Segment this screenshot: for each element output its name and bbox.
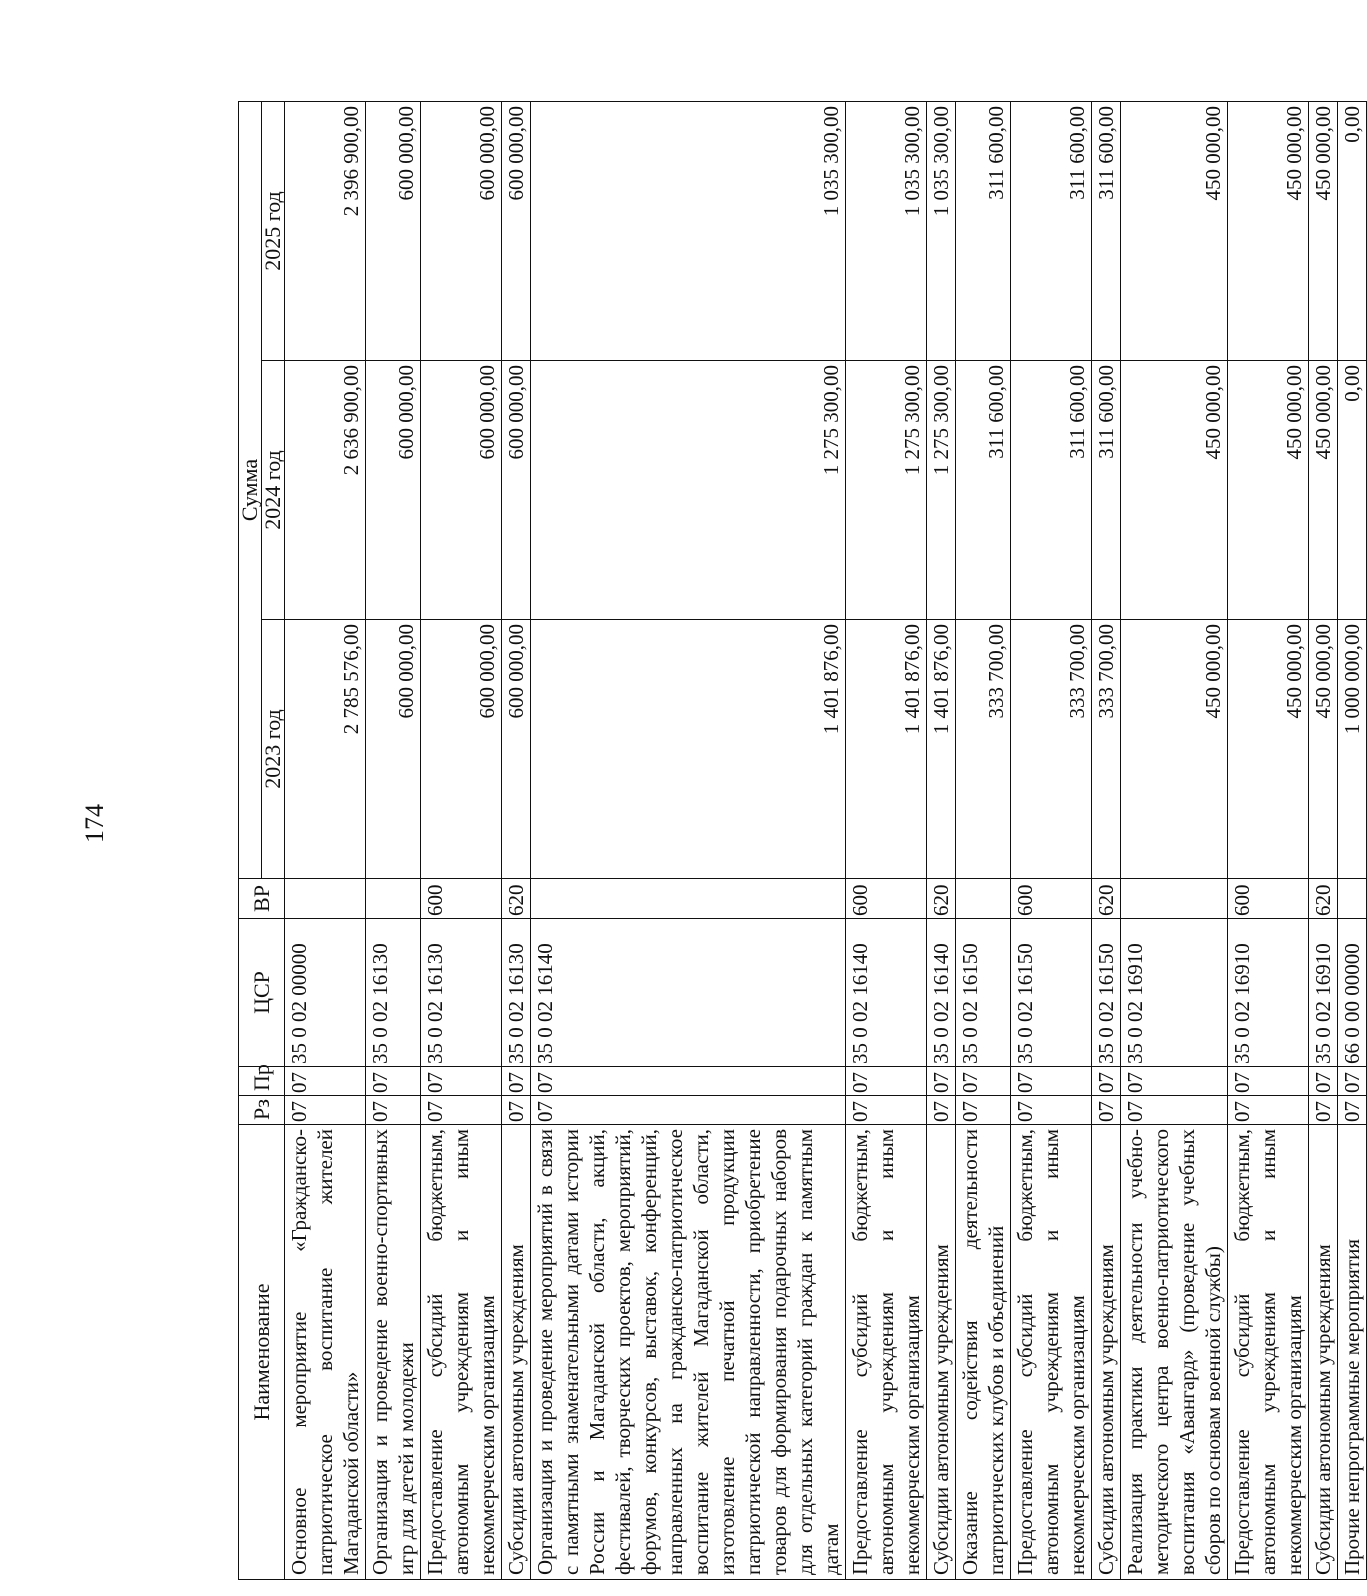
row-name: Субсидии автономным учреждениям [1092, 1125, 1121, 1580]
row-name: Организация и проведение мероприятий в связи с памятными знаменательными датами истории России и Магаданской области, акций, фестивалей, творческих проектов, мероприятий, форумов, конкурсов, выставок, конференций, направленных на гражданско-патриотическое воспитание жителей Магаданской области, изготовление печатной продукции патриотической направленности, приобретение товаров для формирования подарочных наборов для отдельных категорий граждан к памятным датам [531, 1125, 846, 1580]
row-2025: 2 396 900,00 [285, 102, 366, 361]
row-vr: 600 [421, 879, 502, 919]
row-pr: 07 [956, 1067, 1011, 1096]
table-row [1338, 102, 1367, 1580]
row-2025: 600 000,00 [366, 102, 421, 361]
row-2024: 450 000,00 [1228, 361, 1309, 620]
row-2023: 600 000,00 [366, 620, 421, 879]
row-2025: 311 600,00 [1092, 102, 1121, 361]
row-name: Субсидии автономным учреждениям [927, 1125, 956, 1580]
row-pr: 07 [1121, 1067, 1228, 1096]
row-rz: 07 [1309, 1096, 1338, 1125]
row-vr [1121, 879, 1228, 919]
row-name: Оказание содействия деятельности патриотических клубов и объединений [956, 1125, 1011, 1580]
row-csr: 35 0 02 16150 [1011, 919, 1092, 1067]
row-vr [531, 879, 846, 919]
row-2023: 600 000,00 [421, 620, 502, 879]
row-2023: 450 000,00 [1121, 620, 1228, 879]
table-row [285, 102, 366, 1580]
row-pr: 07 [421, 1067, 502, 1096]
row-pr: 07 [1338, 1067, 1367, 1096]
row-csr: 35 0 02 16130 [421, 919, 502, 1067]
row-csr: 66 0 00 00000 [1338, 919, 1367, 1067]
row-vr [366, 879, 421, 919]
table-row [502, 102, 531, 1580]
row-name: Предоставление субсидий бюджетным, автономным учреждениям и иным некоммерческим организациям [1228, 1125, 1309, 1580]
row-2023: 450 000,00 [1228, 620, 1309, 879]
row-rz: 07 [366, 1096, 421, 1125]
row-name: Субсидии автономным учреждениям [502, 1125, 531, 1580]
row-pr: 07 [927, 1067, 956, 1096]
row-2023: 333 700,00 [1092, 620, 1121, 879]
row-2025: 1 035 300,00 [531, 102, 846, 361]
row-csr: 35 0 02 16910 [1228, 919, 1309, 1067]
row-2024: 600 000,00 [421, 361, 502, 620]
row-csr: 35 0 02 16150 [1092, 919, 1121, 1067]
row-pr: 07 [502, 1067, 531, 1096]
header-2023: 2023 год [262, 620, 285, 879]
row-2023: 333 700,00 [1011, 620, 1092, 879]
row-2025: 0,00 [1338, 102, 1367, 361]
row-2024: 450 000,00 [1121, 361, 1228, 620]
row-name: Реализация практики деятельности учебно-методического центра военно-патриотического воспитания «Авангард» (проведение учебных сборов по основам военной службы) [1121, 1125, 1228, 1580]
table-row [927, 102, 956, 1580]
row-2023: 1 000 000,00 [1338, 620, 1367, 879]
row-csr: 35 0 02 16140 [531, 919, 846, 1067]
row-2024: 311 600,00 [956, 361, 1011, 620]
row-name: Основное мероприятие «Гражданско-патриотическое воспитание жителей Магаданской области» [285, 1125, 366, 1580]
row-name: Субсидии автономным учреждениям [1309, 1125, 1338, 1580]
row-2025: 600 000,00 [421, 102, 502, 361]
row-2023: 333 700,00 [956, 620, 1011, 879]
row-csr: 35 0 02 16910 [1309, 919, 1338, 1067]
row-name: Организация и проведение военно-спортивных игр для детей и молодежи [366, 1125, 421, 1580]
row-rz: 07 [502, 1096, 531, 1125]
row-pr: 07 [531, 1067, 846, 1096]
row-rz: 07 [927, 1096, 956, 1125]
row-csr: 35 0 02 16150 [956, 919, 1011, 1067]
row-2024: 311 600,00 [1092, 361, 1121, 620]
table-body [285, 102, 1367, 1580]
row-2024: 600 000,00 [366, 361, 421, 620]
table-row [956, 102, 1011, 1580]
row-vr [285, 879, 366, 919]
row-vr: 620 [927, 879, 956, 919]
row-2025: 311 600,00 [1011, 102, 1092, 361]
table-row [1309, 102, 1338, 1580]
row-csr: 35 0 02 16130 [366, 919, 421, 1067]
row-vr: 600 [846, 879, 927, 919]
header-rz: Рз [239, 1096, 285, 1125]
row-2025: 311 600,00 [956, 102, 1011, 361]
header-vr: ВР [239, 879, 285, 919]
row-2024: 1 275 300,00 [846, 361, 927, 620]
header-2024: 2024 год [262, 361, 285, 620]
row-rz: 07 [1011, 1096, 1092, 1125]
row-2023: 1 401 876,00 [927, 620, 956, 879]
table-row [421, 102, 502, 1580]
row-2023: 1 401 876,00 [531, 620, 846, 879]
row-2025: 1 035 300,00 [927, 102, 956, 361]
row-2024: 2 636 900,00 [285, 361, 366, 620]
row-2025: 450 000,00 [1121, 102, 1228, 361]
row-2025: 600 000,00 [502, 102, 531, 361]
row-csr: 35 0 02 16140 [927, 919, 956, 1067]
row-rz: 07 [1228, 1096, 1309, 1125]
row-csr: 35 0 02 16130 [502, 919, 531, 1067]
row-vr [1338, 879, 1367, 919]
header-name: Наименование [239, 1125, 285, 1580]
table-row [366, 102, 421, 1580]
row-csr: 35 0 02 00000 [285, 919, 366, 1067]
row-2023: 450 000,00 [1309, 620, 1338, 879]
row-rz: 07 [531, 1096, 846, 1125]
row-2024: 600 000,00 [502, 361, 531, 620]
row-pr: 07 [366, 1067, 421, 1096]
row-csr: 35 0 02 16910 [1121, 919, 1228, 1067]
row-2025: 450 000,00 [1309, 102, 1338, 361]
row-name: Предоставление субсидий бюджетным, автономным учреждениям и иным некоммерческим организациям [1011, 1125, 1092, 1580]
row-2024: 1 275 300,00 [927, 361, 956, 620]
row-vr: 620 [1092, 879, 1121, 919]
row-vr: 600 [1228, 879, 1309, 919]
rotated-table-container [237, 102, 1364, 1580]
row-rz: 07 [1338, 1096, 1367, 1125]
header-row-1 [239, 102, 262, 1580]
row-csr: 35 0 02 16140 [846, 919, 927, 1067]
row-vr: 620 [1309, 879, 1338, 919]
row-rz: 07 [846, 1096, 927, 1125]
row-name: Предоставление субсидий бюджетным, автономным учреждениям и иным некоммерческим организациям [846, 1125, 927, 1580]
row-2023: 600 000,00 [502, 620, 531, 879]
row-rz: 07 [1121, 1096, 1228, 1125]
row-vr: 600 [1011, 879, 1092, 919]
budget-table [238, 101, 1367, 1580]
table-row [846, 102, 927, 1580]
row-pr: 07 [846, 1067, 927, 1096]
row-2025: 450 000,00 [1228, 102, 1309, 361]
row-pr: 07 [285, 1067, 366, 1096]
row-vr [956, 879, 1011, 919]
row-rz: 07 [956, 1096, 1011, 1125]
row-rz: 07 [421, 1096, 502, 1125]
table-row [1092, 102, 1121, 1580]
table-row [1011, 102, 1092, 1580]
header-csr: ЦСР [239, 919, 285, 1067]
row-name: Предоставление субсидий бюджетным, автономным учреждениям и иным некоммерческим организациям [421, 1125, 502, 1580]
row-rz: 07 [285, 1096, 366, 1125]
row-2023: 2 785 576,00 [285, 620, 366, 879]
row-2023: 1 401 876,00 [846, 620, 927, 879]
header-pr: Пр [239, 1067, 285, 1096]
header-sum: Сумма [239, 102, 262, 879]
row-pr: 07 [1092, 1067, 1121, 1096]
row-pr: 07 [1228, 1067, 1309, 1096]
row-2024: 1 275 300,00 [531, 361, 846, 620]
row-2024: 0,00 [1338, 361, 1367, 620]
row-pr: 07 [1011, 1067, 1092, 1096]
header-2025: 2025 год [262, 102, 285, 361]
row-2024: 311 600,00 [1011, 361, 1092, 620]
table-row [1121, 102, 1228, 1580]
table-row [1228, 102, 1309, 1580]
row-2025: 1 035 300,00 [846, 102, 927, 361]
row-pr: 07 [1309, 1067, 1338, 1096]
row-2024: 450 000,00 [1309, 361, 1338, 620]
table-row [531, 102, 846, 1580]
row-name: Прочие непрограммные мероприятия [1338, 1125, 1367, 1580]
page-number: 174 [80, 804, 109, 843]
row-rz: 07 [1092, 1096, 1121, 1125]
row-vr: 620 [502, 879, 531, 919]
